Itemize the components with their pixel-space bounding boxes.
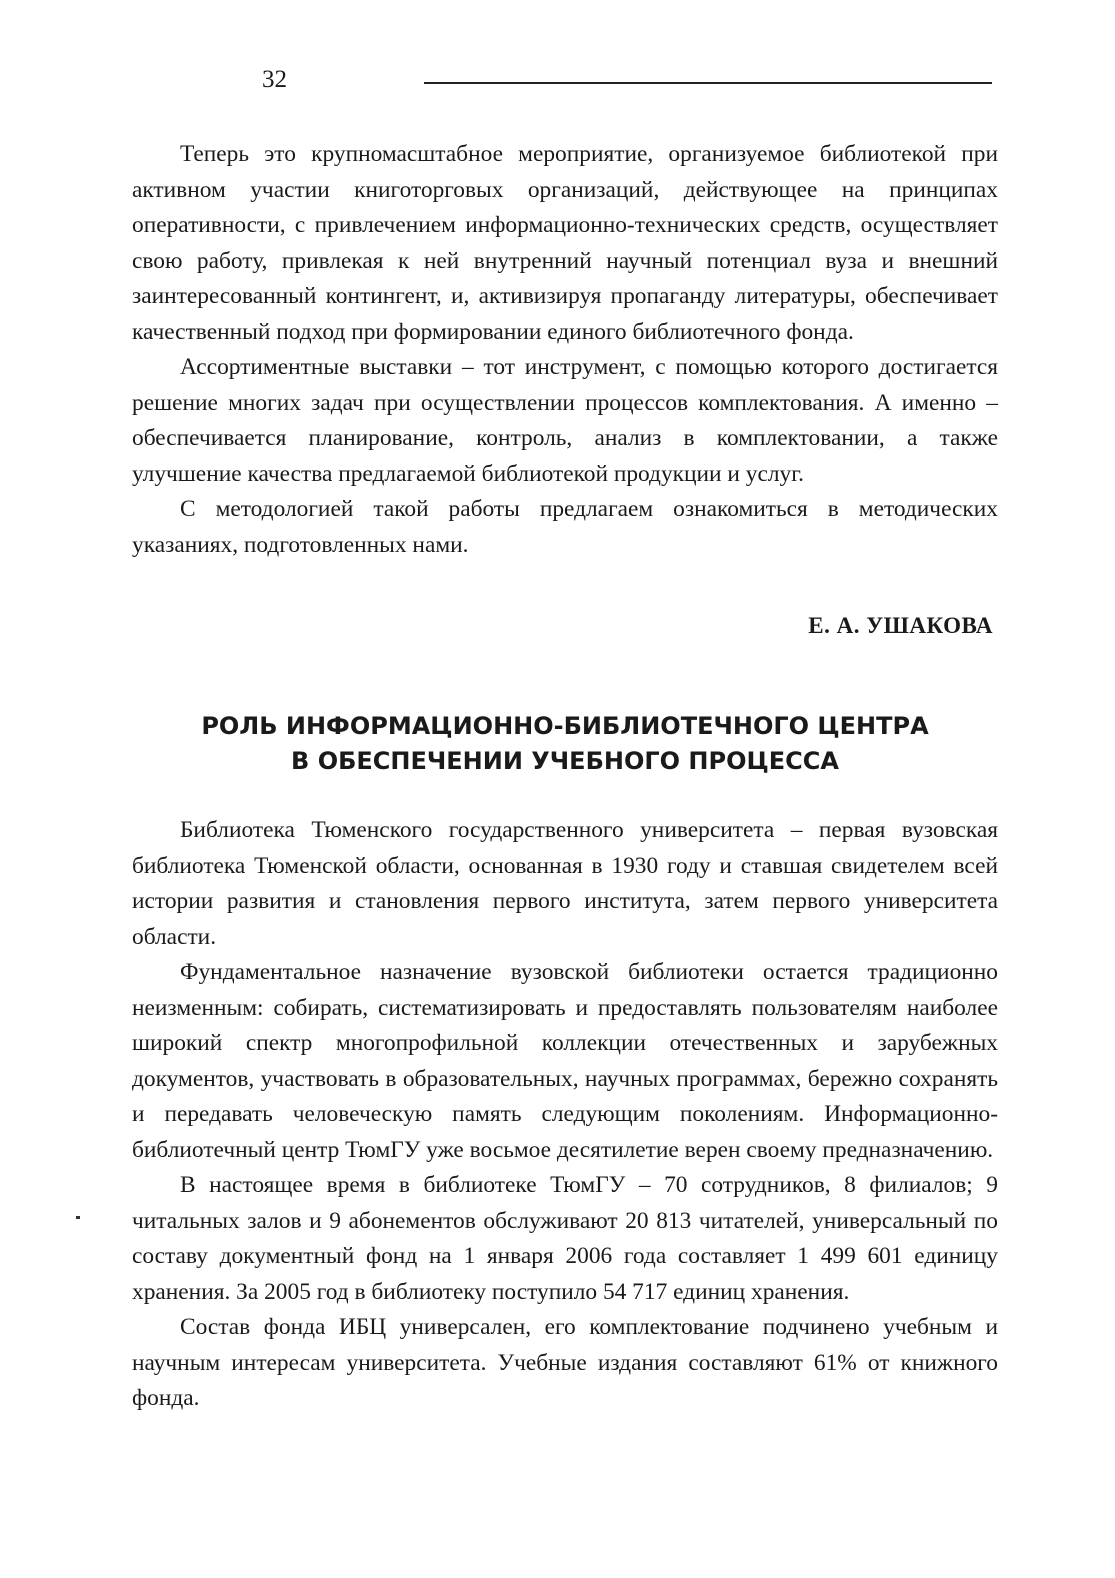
paragraph: Ассортиментные выставки – тот инструмент, с помощью которого достигается решение многих задач при осуществлении процессов комплектования. А именно – обеспечивается планирование, контроль, анализ в комплектовании, а также улучшение качества предлагаемой библиотекой продукции и услуг. — [132, 354, 998, 487]
article-body — [132, 813, 998, 1417]
paragraph: Фундаментальное назначение вузовской библиотеки остается традиционно неизменным: собирать, систематизировать и предоставлять пользователям наиболее широкий спектр многопрофильной коллекции отечественных и зарубежных документов, участвовать в образовательных, научных программах, бережно сохранять и передавать человеческую память следующим поколениям. Информационно-библиотечный центр ТюмГУ уже восьмое десятилетие верен своему предназначению. — [132, 959, 998, 1163]
paragraph: Состав фонда ИБЦ универсален, его комплектование подчинено учебным и научным интересам университета. Учебные издания составляют 61% от книжного фонда. — [132, 1314, 998, 1411]
paragraph: Библиотека Тюменского государственного университета – первая вузовская библиотека Тюменской области, основанная в 1930 году и ставшая свидетелем всей истории развития и становления первого института, затем первого университета области. — [132, 817, 998, 950]
page-number: 32 — [262, 66, 287, 93]
article-title-line: В ОБЕСПЕЧЕНИИ УЧЕБНОГО ПРОЦЕССА — [291, 747, 839, 775]
paragraph: С методологией такой работы предлагаем ознакомиться в методических указаниях, подготовленных нами. — [132, 496, 998, 558]
header-rule — [424, 82, 992, 84]
paragraph: Теперь это крупномасштабное мероприятие, организуемое библиотекой при активном участии книготорговых организаций, действующее на принципах оперативности, с привлечением информационно-технических средств, осуществляет свою работу, привлекая к ней внутренний научный потенциал вуза и внешний заинтересованный контингент, и, активизируя пропаганду литературы, обеспечивает качественный подход при формировании единого библиотечного фонда. — [132, 141, 998, 345]
previous-article-text — [132, 137, 998, 563]
article-title — [132, 709, 998, 779]
article-title-line: РОЛЬ ИНФОРМАЦИОННО-БИБЛИОТЕЧНОГО ЦЕНТРА — [201, 712, 929, 740]
article-author: Е. А. УШАКОВА — [808, 613, 993, 638]
scan-speck — [76, 1216, 80, 1219]
paragraph: В настоящее время в библиотеке ТюмГУ – 70 сотрудников, 8 филиалов; 9 читальных залов и 9 абонементов обслуживают 20 813 читателей, универсальный по составу документный фонд на 1 января 2006 года составляет 1 499 601 единицу хранения. За 2005 год в библиотеку поступило 54 717 единиц хранения. — [132, 1172, 998, 1305]
